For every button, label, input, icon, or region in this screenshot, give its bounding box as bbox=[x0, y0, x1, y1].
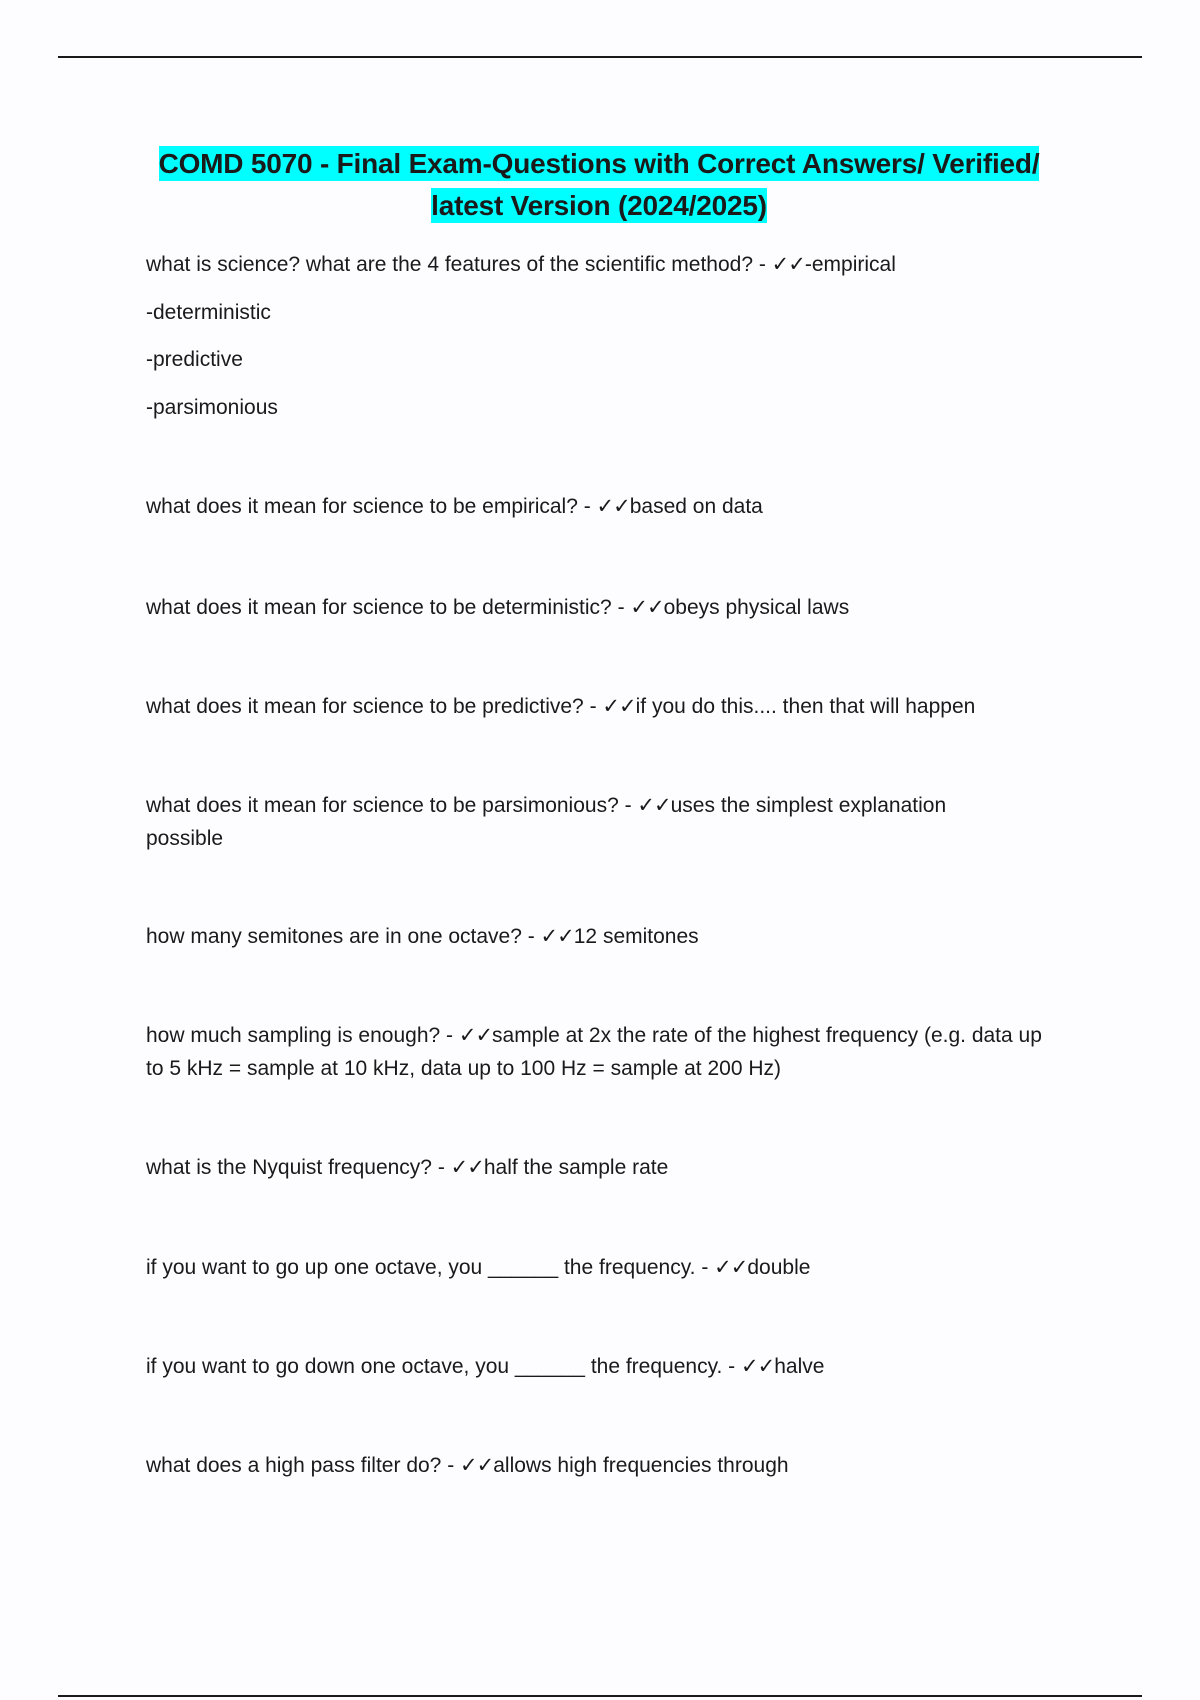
check-mark-icon: ✓✓ bbox=[714, 1256, 748, 1279]
question-text: if you want to go down one octave, you ______ the frequency. - bbox=[146, 1355, 742, 1378]
check-mark-icon: ✓✓ bbox=[741, 1355, 775, 1378]
answer-text: halve bbox=[774, 1355, 825, 1378]
question-text: what is science? what are the 4 features of the scientific method? - bbox=[146, 253, 772, 276]
qa-item bbox=[146, 920, 1046, 953]
question-text: what does it mean for science to be parsimonious? - bbox=[146, 794, 638, 817]
qa-item bbox=[146, 248, 1046, 281]
question-text: what is the Nyquist frequency? - bbox=[146, 1156, 451, 1179]
question-text: if you want to go up one octave, you ______ the frequency. - bbox=[146, 1256, 715, 1279]
answer-text: sample at 2x the rate of the highest frequency (e.g. data up to 5 kHz = sample at 10 kHz, data up to 100 Hz = sample at 200 Hz) bbox=[146, 1024, 1042, 1080]
answer-text: based on data bbox=[629, 495, 763, 518]
answer-extra-line: -parsimonious bbox=[146, 396, 278, 419]
qa-item bbox=[146, 591, 1046, 624]
question-text: what does a high pass filter do? - bbox=[146, 1454, 461, 1477]
qa-item bbox=[146, 1019, 1046, 1085]
check-mark-icon: ✓✓ bbox=[771, 253, 805, 276]
check-mark-icon: ✓✓ bbox=[596, 495, 630, 518]
question-text: how many semitones are in one octave? - bbox=[146, 925, 541, 948]
answer-text: if you do this.... then that will happen bbox=[635, 695, 976, 718]
check-mark-icon: ✓✓ bbox=[540, 925, 574, 948]
question-text: what does it mean for science to be empirical? - bbox=[146, 495, 597, 518]
top-rule bbox=[58, 56, 1142, 58]
title-line-1: COMD 5070 - Final Exam-Questions with Correct Answers/ Verified/ bbox=[158, 148, 1040, 179]
document-title bbox=[145, 143, 1053, 227]
bottom-rule bbox=[58, 1695, 1142, 1697]
check-mark-icon: ✓✓ bbox=[450, 1156, 484, 1179]
qa-item bbox=[146, 1151, 1046, 1184]
check-mark-icon: ✓✓ bbox=[602, 695, 636, 718]
question-text: how much sampling is enough? - bbox=[146, 1024, 459, 1047]
qa-item bbox=[146, 1350, 1046, 1383]
qa-item bbox=[146, 490, 1046, 523]
answer-extra-line: -predictive bbox=[146, 348, 243, 371]
answer-text: obeys physical laws bbox=[663, 596, 850, 619]
answer-text: uses the simplest explanation possible bbox=[146, 794, 947, 850]
answer-text: -empirical bbox=[804, 253, 896, 276]
qa-item bbox=[146, 1449, 1046, 1482]
check-mark-icon: ✓✓ bbox=[630, 596, 664, 619]
answer-extra-line: -deterministic bbox=[146, 301, 271, 324]
answer-text: half the sample rate bbox=[483, 1156, 669, 1179]
check-mark-icon: ✓✓ bbox=[460, 1454, 494, 1477]
question-text: what does it mean for science to be deterministic? - bbox=[146, 596, 631, 619]
answer-text: 12 semitones bbox=[573, 925, 699, 948]
qa-item bbox=[146, 690, 1046, 723]
qa-item bbox=[146, 1251, 1046, 1284]
check-mark-icon: ✓✓ bbox=[458, 1024, 493, 1047]
check-mark-icon: ✓✓ bbox=[637, 794, 671, 817]
title-line-2: latest Version (2024/2025) bbox=[431, 190, 767, 221]
question-text: what does it mean for science to be predictive? - bbox=[146, 695, 603, 718]
answer-text: allows high frequencies through bbox=[493, 1454, 789, 1477]
answer-text: double bbox=[747, 1256, 811, 1279]
qa-item bbox=[146, 789, 1006, 855]
